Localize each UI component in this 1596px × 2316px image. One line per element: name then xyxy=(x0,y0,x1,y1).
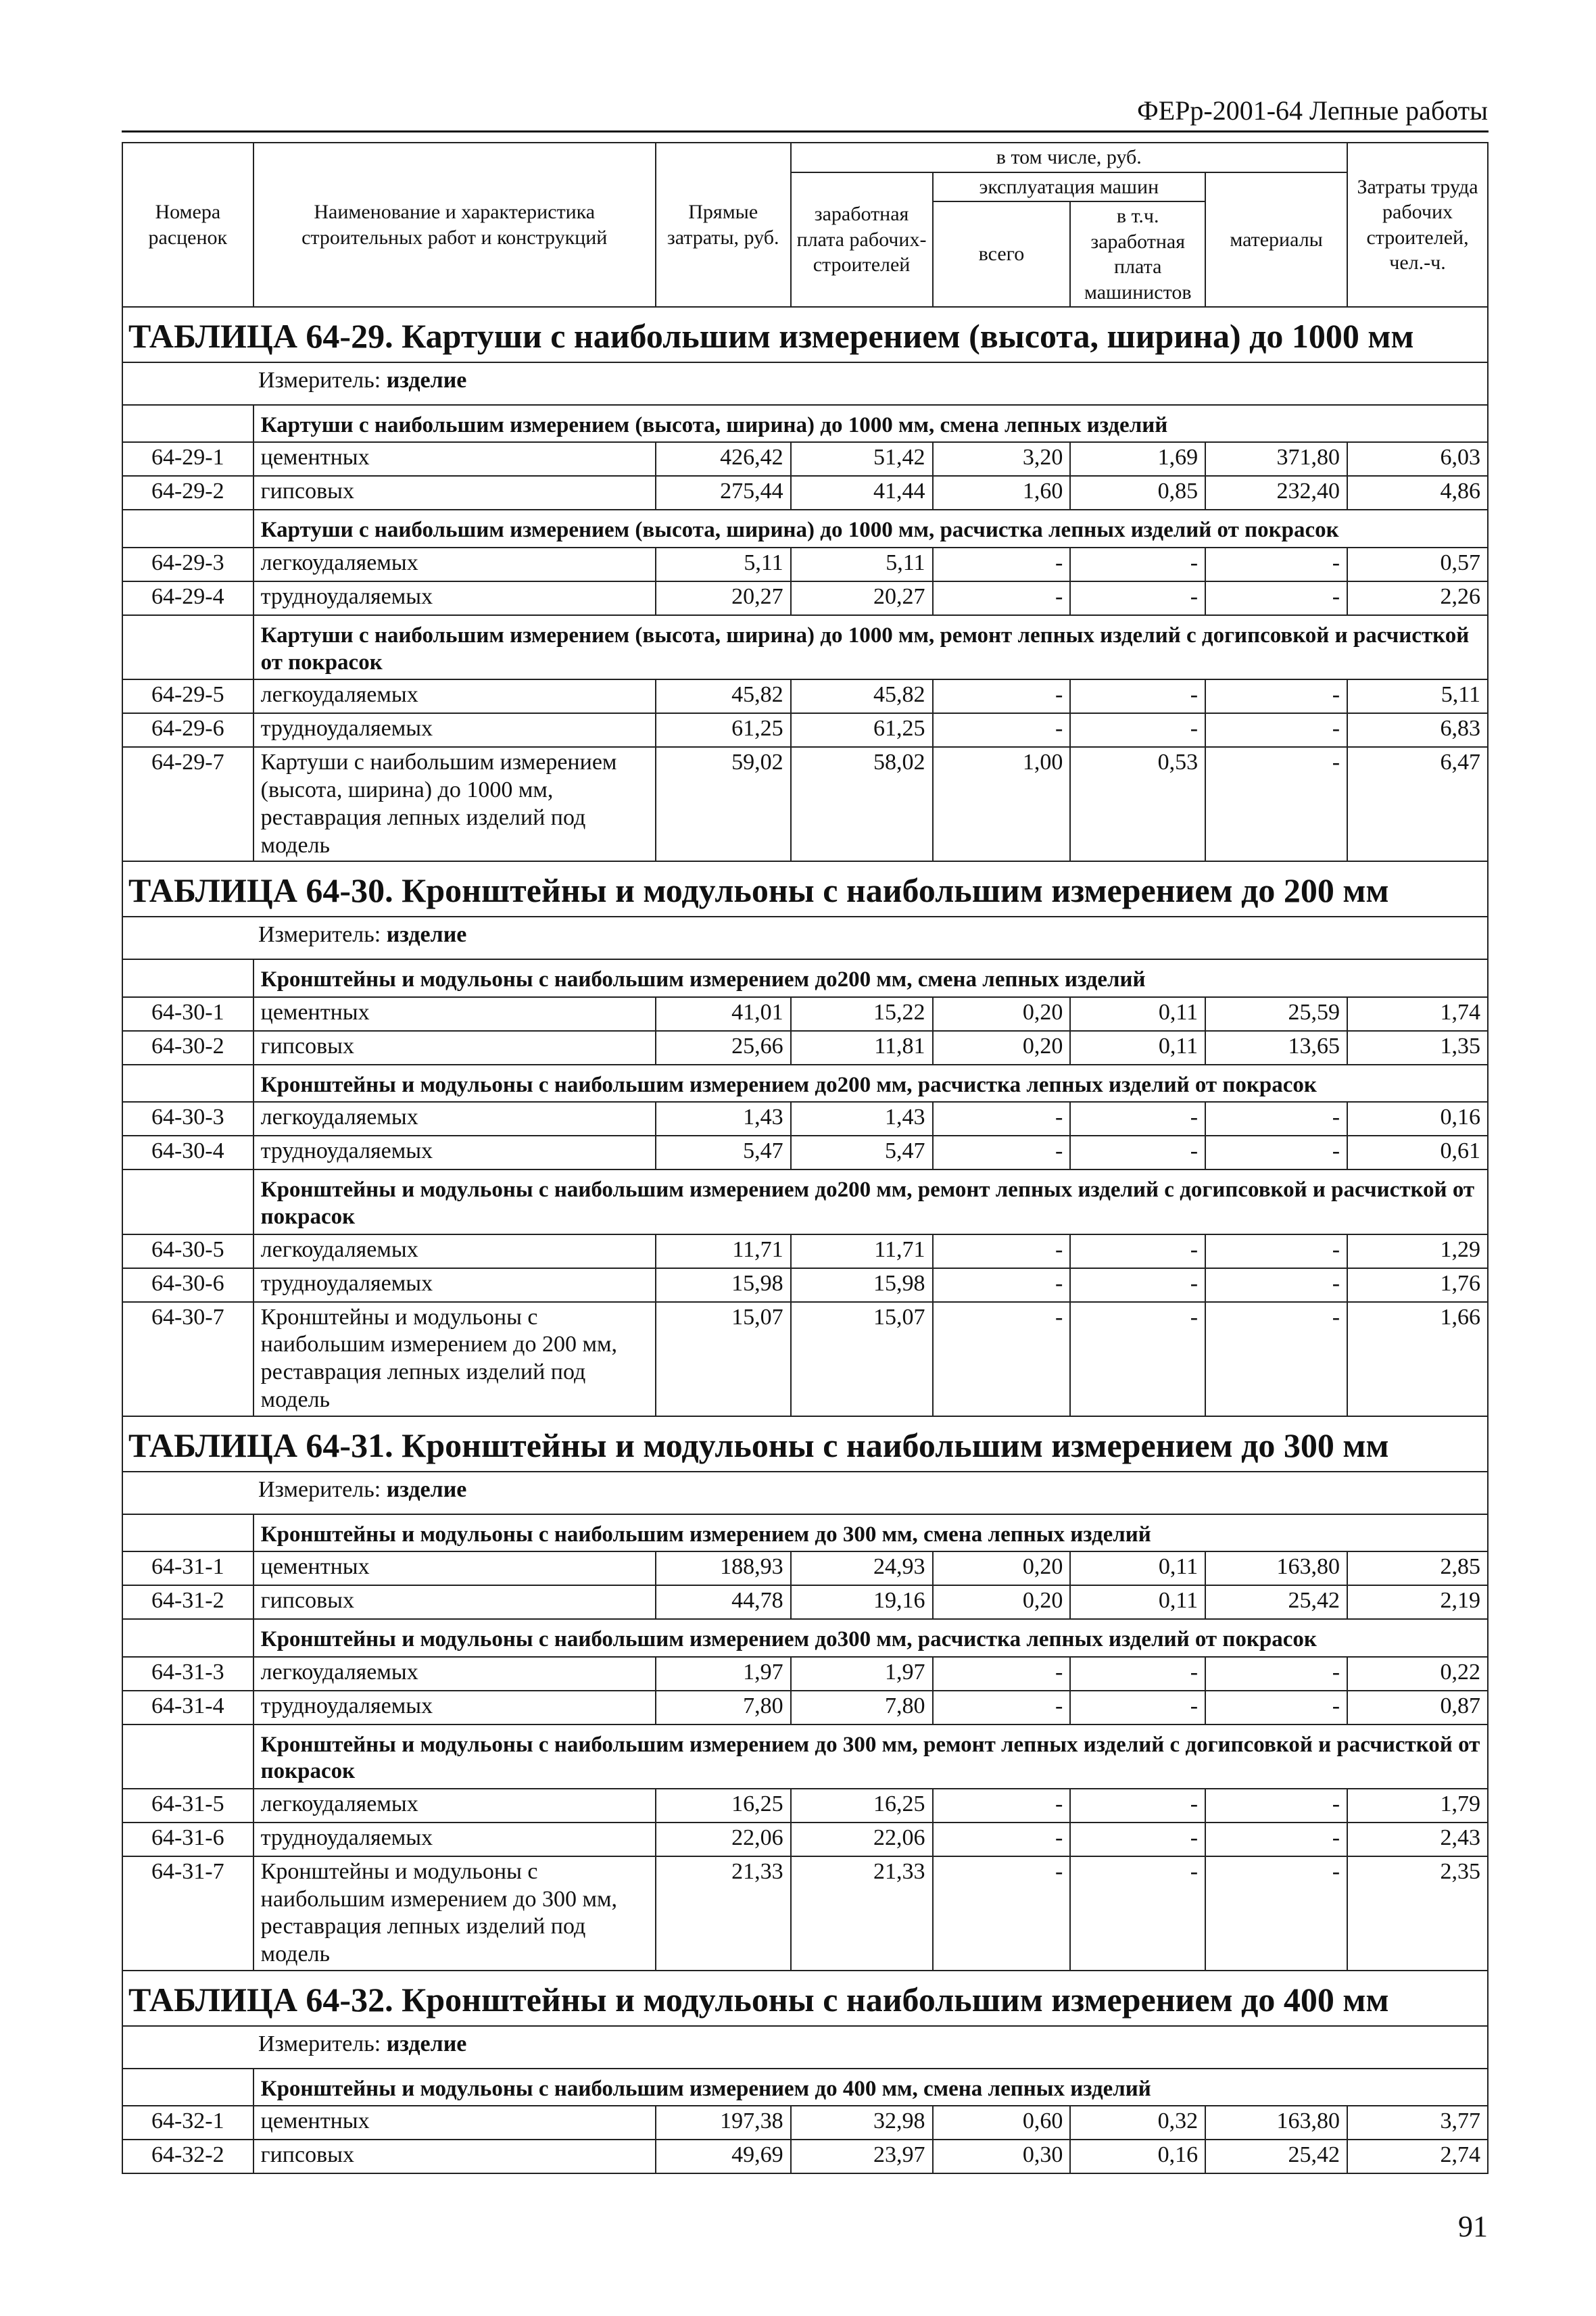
cell-direct: 15,07 xyxy=(656,1302,791,1416)
measure-row xyxy=(122,1472,1488,1514)
cell-mach-wage: - xyxy=(1070,1691,1205,1724)
cell-mach: 1,00 xyxy=(933,747,1071,861)
table-row xyxy=(122,1102,1488,1136)
cell-wage: 16,25 xyxy=(791,1789,933,1823)
table-row xyxy=(122,679,1488,713)
cell-mach: - xyxy=(933,1234,1071,1268)
measure-value: изделие xyxy=(386,922,467,948)
cell-labor: 4,86 xyxy=(1347,476,1488,510)
table-title-row xyxy=(122,861,1488,917)
cell-mach-wage: - xyxy=(1070,1789,1205,1823)
cell-name: легкоудаляемых xyxy=(253,1789,656,1823)
header-labor: Затраты труда рабочих строителей, чел.-ч. xyxy=(1347,143,1488,307)
table-body xyxy=(122,307,1488,2173)
cell-name: Кронштейны и модульоны с наибольшим измерением до 300 мм, реставрация лепных изделий под модель xyxy=(253,1856,656,1971)
cell-wage: 21,33 xyxy=(791,1856,933,1971)
cell-materials: - xyxy=(1205,1302,1347,1416)
cell-mach: - xyxy=(933,1136,1071,1169)
cell-name: трудноудаляемых xyxy=(253,713,656,747)
table-row xyxy=(122,1551,1488,1585)
cell-code: 64-30-7 xyxy=(122,1302,253,1416)
table-row xyxy=(122,747,1488,861)
cell-direct: 188,93 xyxy=(656,1551,791,1585)
cell-code: 64-29-1 xyxy=(122,442,253,476)
cell-wage: 15,98 xyxy=(791,1268,933,1302)
cell-labor: 6,03 xyxy=(1347,442,1488,476)
cell-mach: - xyxy=(933,1856,1071,1971)
cell-materials: - xyxy=(1205,1234,1347,1268)
cell-mach-wage: 1,69 xyxy=(1070,442,1205,476)
cell-labor: 2,35 xyxy=(1347,1856,1488,1971)
cell-wage: 19,16 xyxy=(791,1585,933,1619)
cell-wage: 1,43 xyxy=(791,1102,933,1136)
measure-value: изделие xyxy=(386,368,467,393)
cell-mach-wage: - xyxy=(1070,548,1205,581)
measure-label: Измеритель: xyxy=(258,1476,381,1502)
table-title-row xyxy=(122,307,1488,362)
group-title: Картуши с наибольшим измерением (высота, ширина) до 1000 мм, смена лепных изделий xyxy=(253,405,1488,443)
cell-materials: - xyxy=(1205,1789,1347,1823)
cell-labor: 0,57 xyxy=(1347,548,1488,581)
cell-mach: - xyxy=(933,548,1071,581)
cell-direct: 49,69 xyxy=(656,2140,791,2173)
cell-wage: 1,97 xyxy=(791,1657,933,1691)
group-title-blank xyxy=(122,1169,253,1234)
table-row xyxy=(122,442,1488,476)
cell-name: гипсовых xyxy=(253,2140,656,2173)
cell-labor: 0,61 xyxy=(1347,1136,1488,1169)
measure-value: изделие xyxy=(386,2031,467,2057)
header-incl: в том числе, руб. xyxy=(791,143,1347,172)
cell-code: 64-31-6 xyxy=(122,1823,253,1856)
cell-labor: 1,74 xyxy=(1347,997,1488,1031)
cell-wage: 11,71 xyxy=(791,1234,933,1268)
cell-mach-wage: 0,32 xyxy=(1070,2106,1205,2140)
cell-mach-wage: 0,11 xyxy=(1070,997,1205,1031)
cell-code: 64-32-1 xyxy=(122,2106,253,2140)
cell-direct: 22,06 xyxy=(656,1823,791,1856)
cell-name: цементных xyxy=(253,442,656,476)
header-wage: заработная плата рабочих-строителей xyxy=(791,172,933,308)
cell-name: трудноудаляемых xyxy=(253,1268,656,1302)
group-title-row xyxy=(122,405,1488,443)
cell-wage: 41,44 xyxy=(791,476,933,510)
table-row xyxy=(122,1691,1488,1724)
cell-direct: 5,47 xyxy=(656,1136,791,1169)
cell-materials: 25,59 xyxy=(1205,997,1347,1031)
cell-code: 64-31-7 xyxy=(122,1856,253,1971)
cell-name: цементных xyxy=(253,2106,656,2140)
measure-cell xyxy=(122,1472,1488,1514)
cell-mach: - xyxy=(933,581,1071,615)
group-title-blank xyxy=(122,1619,253,1657)
group-title: Кронштейны и модульоны с наибольшим измерением до200 мм, ремонт лепных изделий с догипсовкой и расчисткой от покрасок xyxy=(253,1169,1488,1234)
cell-name: легкоудаляемых xyxy=(253,1102,656,1136)
cell-name: легкоудаляемых xyxy=(253,679,656,713)
cell-direct: 15,98 xyxy=(656,1268,791,1302)
cell-mach: 3,20 xyxy=(933,442,1071,476)
group-title-blank xyxy=(122,405,253,443)
table-title: ТАБЛИЦА 64-30. Кронштейны и модульоны с наибольшим измерением до 200 мм xyxy=(122,861,1488,917)
cell-labor: 6,47 xyxy=(1347,747,1488,861)
cell-labor: 0,16 xyxy=(1347,1102,1488,1136)
table-row xyxy=(122,1268,1488,1302)
table-row xyxy=(122,1585,1488,1619)
cell-labor: 1,79 xyxy=(1347,1789,1488,1823)
cell-mach: 0,60 xyxy=(933,2106,1071,2140)
page-number: 91 xyxy=(1458,2210,1488,2243)
cell-direct: 21,33 xyxy=(656,1856,791,1971)
table-title: ТАБЛИЦА 64-32. Кронштейны и модульоны с наибольшим измерением до 400 мм xyxy=(122,1971,1488,2026)
cell-materials: - xyxy=(1205,1657,1347,1691)
table-row xyxy=(122,997,1488,1031)
cell-mach-wage: 0,85 xyxy=(1070,476,1205,510)
cell-wage: 24,93 xyxy=(791,1551,933,1585)
cell-mach-wage: - xyxy=(1070,581,1205,615)
cell-direct: 1,43 xyxy=(656,1102,791,1136)
cell-materials: - xyxy=(1205,1102,1347,1136)
cell-mach-wage: - xyxy=(1070,1823,1205,1856)
group-title-row xyxy=(122,2069,1488,2106)
cell-labor: 2,26 xyxy=(1347,581,1488,615)
table-row xyxy=(122,476,1488,510)
cell-mach: 1,60 xyxy=(933,476,1071,510)
group-title: Кронштейны и модульоны с наибольшим измерением до200 мм, расчистка лепных изделий от покрасок xyxy=(253,1065,1488,1103)
cell-name: гипсовых xyxy=(253,476,656,510)
table-row xyxy=(122,2106,1488,2140)
cell-mach-wage: - xyxy=(1070,679,1205,713)
cell-code: 64-29-7 xyxy=(122,747,253,861)
group-title-row xyxy=(122,1514,1488,1552)
cell-labor: 1,35 xyxy=(1347,1031,1488,1065)
cell-code: 64-29-5 xyxy=(122,679,253,713)
cell-wage: 11,81 xyxy=(791,1031,933,1065)
cell-wage: 5,11 xyxy=(791,548,933,581)
cell-mach: - xyxy=(933,1268,1071,1302)
cell-code: 64-30-6 xyxy=(122,1268,253,1302)
cell-materials: - xyxy=(1205,713,1347,747)
cell-materials: 232,40 xyxy=(1205,476,1347,510)
cell-name: легкоудаляемых xyxy=(253,548,656,581)
table-row xyxy=(122,1031,1488,1065)
cell-mach-wage: - xyxy=(1070,1102,1205,1136)
cell-code: 64-31-1 xyxy=(122,1551,253,1585)
page-header: ФЕРр-2001-64 Лепные работы xyxy=(1137,95,1488,126)
cell-direct: 20,27 xyxy=(656,581,791,615)
cell-labor: 2,74 xyxy=(1347,2140,1488,2173)
cell-name: трудноудаляемых xyxy=(253,1691,656,1724)
table-row xyxy=(122,1302,1488,1416)
header-materials: материалы xyxy=(1205,172,1347,308)
cell-code: 64-31-5 xyxy=(122,1789,253,1823)
table-row xyxy=(122,1234,1488,1268)
group-title: Картуши с наибольшим измерением (высота, ширина) до 1000 мм, ремонт лепных изделий с догипсовкой и расчисткой от покрасок xyxy=(253,615,1488,679)
measure-row xyxy=(122,917,1488,959)
table-row xyxy=(122,1823,1488,1856)
group-title-blank xyxy=(122,510,253,548)
table-row xyxy=(122,1856,1488,1971)
header-rule xyxy=(122,130,1489,132)
cell-direct: 25,66 xyxy=(656,1031,791,1065)
group-title-row xyxy=(122,615,1488,679)
cell-name: Картуши с наибольшим измерением (высота, ширина) до 1000 мм, реставрация лепных изделий под модель xyxy=(253,747,656,861)
group-title: Кронштейны и модульоны с наибольшим измерением до300 мм, расчистка лепных изделий от покрасок xyxy=(253,1619,1488,1657)
table-row xyxy=(122,548,1488,581)
cell-name: трудноудаляемых xyxy=(253,1823,656,1856)
cell-code: 64-29-6 xyxy=(122,713,253,747)
cell-labor: 2,19 xyxy=(1347,1585,1488,1619)
group-title-blank xyxy=(122,2069,253,2106)
measure-row xyxy=(122,362,1488,405)
group-title-blank xyxy=(122,959,253,997)
group-title-row xyxy=(122,1724,1488,1789)
cell-materials: - xyxy=(1205,581,1347,615)
cell-wage: 32,98 xyxy=(791,2106,933,2140)
cell-materials: - xyxy=(1205,1856,1347,1971)
cell-materials: 371,80 xyxy=(1205,442,1347,476)
cell-labor: 0,87 xyxy=(1347,1691,1488,1724)
cell-name: цементных xyxy=(253,997,656,1031)
cell-code: 64-30-4 xyxy=(122,1136,253,1169)
cell-materials: - xyxy=(1205,747,1347,861)
cell-direct: 16,25 xyxy=(656,1789,791,1823)
cell-direct: 197,38 xyxy=(656,2106,791,2140)
cell-materials: - xyxy=(1205,1823,1347,1856)
header-machines: эксплуатация машин xyxy=(933,172,1206,202)
table-row xyxy=(122,1136,1488,1169)
cell-name: гипсовых xyxy=(253,1031,656,1065)
group-title: Кронштейны и модульоны с наибольшим измерением до 400 мм, смена лепных изделий xyxy=(253,2069,1488,2106)
cell-mach: 0,30 xyxy=(933,2140,1071,2173)
cell-wage: 15,07 xyxy=(791,1302,933,1416)
cell-materials: - xyxy=(1205,1136,1347,1169)
cell-direct: 11,71 xyxy=(656,1234,791,1268)
cell-mach-wage: - xyxy=(1070,1856,1205,1971)
group-title-row xyxy=(122,959,1488,997)
cell-labor: 0,22 xyxy=(1347,1657,1488,1691)
cell-direct: 59,02 xyxy=(656,747,791,861)
cell-wage: 7,80 xyxy=(791,1691,933,1724)
cell-wage: 15,22 xyxy=(791,997,933,1031)
cell-labor: 1,66 xyxy=(1347,1302,1488,1416)
table-title: ТАБЛИЦА 64-31. Кронштейны и модульоны с наибольшим измерением до 300 мм xyxy=(122,1416,1488,1472)
rates-table xyxy=(122,142,1489,2174)
group-title-blank xyxy=(122,1514,253,1552)
cell-mach-wage: 0,11 xyxy=(1070,1031,1205,1065)
cell-wage: 51,42 xyxy=(791,442,933,476)
cell-wage: 5,47 xyxy=(791,1136,933,1169)
group-title-row xyxy=(122,510,1488,548)
cell-mach-wage: - xyxy=(1070,1268,1205,1302)
cell-code: 64-29-2 xyxy=(122,476,253,510)
cell-materials: 163,80 xyxy=(1205,2106,1347,2140)
group-title-row xyxy=(122,1169,1488,1234)
cell-mach-wage: 0,11 xyxy=(1070,1551,1205,1585)
cell-materials: - xyxy=(1205,1691,1347,1724)
table-row xyxy=(122,2140,1488,2173)
cell-direct: 1,97 xyxy=(656,1657,791,1691)
cell-materials: 163,80 xyxy=(1205,1551,1347,1585)
cell-direct: 7,80 xyxy=(656,1691,791,1724)
cell-labor: 3,77 xyxy=(1347,2106,1488,2140)
cell-name: цементных xyxy=(253,1551,656,1585)
group-title: Кронштейны и модульоны с наибольшим измерением до 300 мм, ремонт лепных изделий с догипсовкой и расчисткой от покрасок xyxy=(253,1724,1488,1789)
cell-mach-wage: - xyxy=(1070,1302,1205,1416)
measure-cell xyxy=(122,2026,1488,2069)
cell-mach: 0,20 xyxy=(933,1031,1071,1065)
cell-labor: 5,11 xyxy=(1347,679,1488,713)
measure-label: Измеритель: xyxy=(258,368,381,393)
cell-direct: 44,78 xyxy=(656,1585,791,1619)
cell-direct: 61,25 xyxy=(656,713,791,747)
cell-materials: 25,42 xyxy=(1205,2140,1347,2173)
cell-name: трудноудаляемых xyxy=(253,581,656,615)
cell-materials: 25,42 xyxy=(1205,1585,1347,1619)
cell-name: Кронштейны и модульоны с наибольшим измерением до 200 мм, реставрация лепных изделий под модель xyxy=(253,1302,656,1416)
cell-code: 64-31-2 xyxy=(122,1585,253,1619)
header-direct: Прямые затраты, руб. xyxy=(656,143,791,307)
cell-mach-wage: - xyxy=(1070,1657,1205,1691)
cell-direct: 426,42 xyxy=(656,442,791,476)
table-row xyxy=(122,581,1488,615)
cell-mach: - xyxy=(933,1789,1071,1823)
cell-mach: - xyxy=(933,1657,1071,1691)
cell-direct: 41,01 xyxy=(656,997,791,1031)
measure-row xyxy=(122,2026,1488,2069)
cell-wage: 45,82 xyxy=(791,679,933,713)
table-title-row xyxy=(122,1416,1488,1472)
cell-mach-wage: - xyxy=(1070,1136,1205,1169)
table-row xyxy=(122,1789,1488,1823)
cell-mach-wage: 0,53 xyxy=(1070,747,1205,861)
cell-name: легкоудаляемых xyxy=(253,1234,656,1268)
group-title-row xyxy=(122,1065,1488,1103)
cell-mach: - xyxy=(933,1102,1071,1136)
cell-wage: 20,27 xyxy=(791,581,933,615)
header-machines-total: всего xyxy=(933,201,1071,307)
cell-code: 64-29-3 xyxy=(122,548,253,581)
table-title-row xyxy=(122,1971,1488,2026)
cell-wage: 58,02 xyxy=(791,747,933,861)
cell-labor: 2,43 xyxy=(1347,1823,1488,1856)
measure-cell xyxy=(122,917,1488,959)
group-title: Кронштейны и модульоны с наибольшим измерением до200 мм, смена лепных изделий xyxy=(253,959,1488,997)
group-title-blank xyxy=(122,615,253,679)
cell-wage: 23,97 xyxy=(791,2140,933,2173)
cell-labor: 2,85 xyxy=(1347,1551,1488,1585)
cell-name: легкоудаляемых xyxy=(253,1657,656,1691)
measure-label: Измеритель: xyxy=(258,2031,381,2057)
table-row xyxy=(122,1657,1488,1691)
cell-materials: - xyxy=(1205,1268,1347,1302)
cell-code: 64-29-4 xyxy=(122,581,253,615)
cell-mach: - xyxy=(933,1823,1071,1856)
cell-mach-wage: 0,11 xyxy=(1070,1585,1205,1619)
cell-direct: 5,11 xyxy=(656,548,791,581)
table-header xyxy=(122,143,1488,307)
measure-value: изделие xyxy=(386,1476,467,1502)
header-code: Номера расценок xyxy=(122,143,253,307)
cell-labor: 1,76 xyxy=(1347,1268,1488,1302)
header-machines-wage: в т.ч. заработная плата машинистов xyxy=(1070,201,1205,307)
group-title: Картуши с наибольшим измерением (высота, ширина) до 1000 мм, расчистка лепных изделий от покрасок xyxy=(253,510,1488,548)
cell-mach: - xyxy=(933,1691,1071,1724)
cell-code: 64-32-2 xyxy=(122,2140,253,2173)
cell-direct: 45,82 xyxy=(656,679,791,713)
table-row xyxy=(122,713,1488,747)
cell-code: 64-30-3 xyxy=(122,1102,253,1136)
measure-label: Измеритель: xyxy=(258,922,381,948)
cell-mach-wage: - xyxy=(1070,1234,1205,1268)
measure-cell xyxy=(122,362,1488,405)
group-title-row xyxy=(122,1619,1488,1657)
cell-materials: - xyxy=(1205,548,1347,581)
header-name: Наименование и характеристика строительных работ и конструкций xyxy=(253,143,656,307)
cell-mach-wage: - xyxy=(1070,713,1205,747)
cell-mach: 0,20 xyxy=(933,1551,1071,1585)
table-title: ТАБЛИЦА 64-29. Картуши с наибольшим измерением (высота, ширина) до 1000 мм xyxy=(122,307,1488,362)
group-title-blank xyxy=(122,1724,253,1789)
group-title: Кронштейны и модульоны с наибольшим измерением до 300 мм, смена лепных изделий xyxy=(253,1514,1488,1552)
cell-direct: 275,44 xyxy=(656,476,791,510)
cell-code: 64-31-4 xyxy=(122,1691,253,1724)
cell-name: трудноудаляемых xyxy=(253,1136,656,1169)
cell-code: 64-30-5 xyxy=(122,1234,253,1268)
cell-code: 64-30-1 xyxy=(122,997,253,1031)
cell-labor: 6,83 xyxy=(1347,713,1488,747)
cell-mach: 0,20 xyxy=(933,997,1071,1031)
group-title-blank xyxy=(122,1065,253,1103)
cell-code: 64-30-2 xyxy=(122,1031,253,1065)
cell-wage: 61,25 xyxy=(791,713,933,747)
cell-labor: 1,29 xyxy=(1347,1234,1488,1268)
cell-materials: 13,65 xyxy=(1205,1031,1347,1065)
cell-mach: - xyxy=(933,713,1071,747)
cell-wage: 22,06 xyxy=(791,1823,933,1856)
cell-materials: - xyxy=(1205,679,1347,713)
cell-mach: 0,20 xyxy=(933,1585,1071,1619)
cell-mach: - xyxy=(933,1302,1071,1416)
cell-mach: - xyxy=(933,679,1071,713)
cell-mach-wage: 0,16 xyxy=(1070,2140,1205,2173)
cell-name: гипсовых xyxy=(253,1585,656,1619)
cell-code: 64-31-3 xyxy=(122,1657,253,1691)
